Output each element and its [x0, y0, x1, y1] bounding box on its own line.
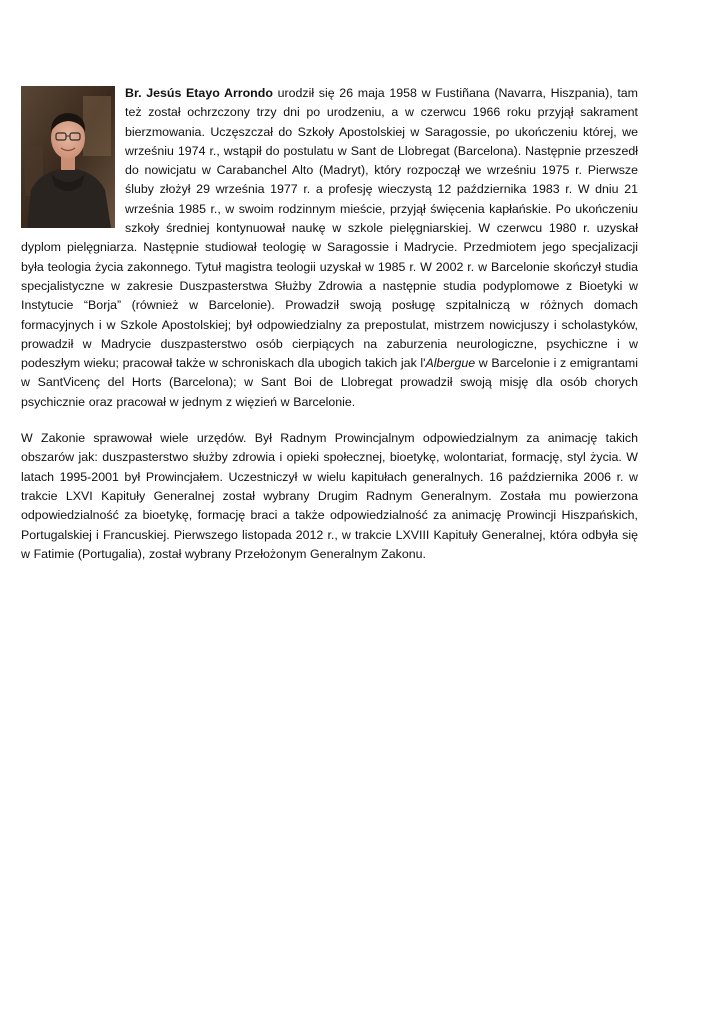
bio-text-part-2: w Barcelonie i z emigrantami w SantVicenç del Horts (Barcelona); w Sant Boi de Llobregat prowadził swoją misję dla osób chorych psychicznie oraz pracował w jednym z więzień w Barcelonie. [21, 356, 638, 409]
portrait-photo [21, 86, 115, 228]
bio-text-part-1: urodził się 26 maja 1958 w Fustiñana (Navarra, Hiszpania), tam też został ochrzczony trzy dni po urodzeniu, a w czerwcu 1966 roku przyjął sakrament bierzmowania. Uczęszczał do Szkoły Apostolskiej w Saragossie, po ukończeniu której, we wrześniu 1974 r., wstąpił do postulatu w Sant de Llobregat (Barcelona). Następnie przeszedł do nowicjatu w Carabanchel Alto (Madryt), który rozpoczął we wrześniu 1975 r. Pierwsze śluby złożył 29 września 1977 r. a profesję wieczystą 12 października 1983 r. W dniu 21 września 1985 r., w swoim rodzinnym mieście, przyjął święcenia kapłańskie. Po ukończeniu szkoły średniej kontynuował naukę w szkole pielęgniarskiej. W czerwcu 1980 r. uzyskał dyplom pielęgniarza. Następnie studiował teologię w Saragossie i Madrycie. Przedmiotem jego specjalizacji była teologia życia zakonnego. Tytuł magistra teologii uzyskał w 1985 r. W 2002 r. w Barcelonie skończył studia specjalistyczne w zakresie Duszpasterstwa Służby Zdrowia a następnie studia podyplomowe z Bioetyki w Instytucie “Borja” (również w Barcelonie). Prowadził swoją posługę szpitalniczą w różnych domach formacyjnych i w Szkole Apostolskiej; był odpowiedzialny za prepostulat, mistrzem nowicjuszy i scholastyków, prowadził w Madrycie duszpasterstwo osób cierpiących na zaburzenia neurologiczne, psychiczne i w podeszłym wieku; pracował także w schroniskach dla ubogich takich jak l' [21, 86, 638, 371]
person-name: Br. Jesús Etayo Arrondo [125, 86, 273, 100]
bio-italic-term: Albergue [425, 356, 476, 371]
portrait-figure [21, 86, 115, 228]
document-body [21, 84, 638, 564]
bio-paragraph-2: W Zakonie sprawował wiele urzędów. Był Radnym Prowincjalnym odpowiedzialnym za animację takich obszarów jak: duszpasterstwo służby zdrowia i opieki społecznej, bioetykę, wolontariat, formację, styl życia. W latach 1995-2001 był Prowincjałem. Uczestniczył w wielu kapitułach generalnych. 16 października 2006 r. w trakcie LXVI Kapituły Generalnej został wybrany Drugim Radnym Generalnym. Została mu powierzona odpowiedzialność za bioetykę, formację braci a także odpowiedzialność za animację Prowincji Hiszpańskich, Portugalskiej i Francuskiej. Pierwszego listopada 2012 r., w trakcie LXVIII Kapituły Generalnej, która odbyła się w Fatimie (Portugalia), został wybrany Przełożonym Generalnym Zakonu. [21, 431, 638, 561]
